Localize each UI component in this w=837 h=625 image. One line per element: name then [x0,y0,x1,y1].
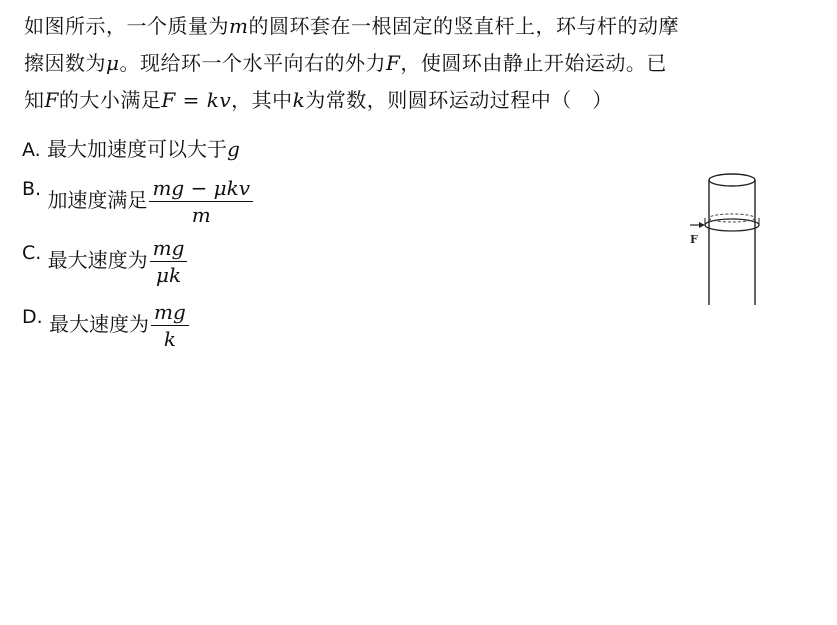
option-letter: B. [22,178,42,200]
constant-variable: k [292,88,306,112]
option-text: 加速度满足 [47,188,148,212]
option-letter: A. [22,139,41,161]
option-a[interactable] [22,133,240,162]
option-text: 最大速度为 [47,248,148,272]
force-formula: F = kv [161,88,232,112]
option-c[interactable] [22,236,187,287]
question-line-3 [24,82,824,119]
question-line-1 [24,8,824,45]
option-expression: g [227,137,240,161]
stem-text: 的大小满足 [58,88,162,112]
friction-coefficient-variable: μ [106,51,120,75]
option-text: 最大加速度可以大于 [47,137,228,161]
stem-text: 知 [24,88,45,112]
option-fraction [150,236,188,287]
stem-text: 的圆环套在一根固定的竖直杆上，环与杆的动摩 [248,14,679,38]
stem-text: 擦因数为 [24,51,106,75]
force-arrow-head [699,222,705,228]
option-d[interactable] [22,300,189,351]
question-line-2 [24,45,824,82]
force-label: F [690,233,698,246]
option-b[interactable] [22,176,253,227]
question-stem [24,8,824,119]
stem-text: 。现给环一个水平向右的外力 [119,51,386,75]
stem-text: 为常数，则圆环运动过程中（ ） [305,88,613,112]
force-variable: F [386,51,401,75]
ring [705,219,759,231]
option-fraction [149,176,253,227]
fraction-denominator: m [191,203,211,227]
fraction-numerator: mg − μkv [149,176,253,202]
option-text: 最大速度为 [49,312,150,336]
fraction-numerator: mg [151,300,189,326]
option-letter: C. [22,242,42,264]
mass-variable: m [229,14,249,38]
option-letter: D. [22,306,43,328]
force-variable: F [44,88,59,112]
fraction-denominator: μk [156,263,182,287]
stem-text: ，其中 [231,88,293,112]
fraction-numerator: mg [150,236,188,262]
fraction-denominator: k [163,327,176,351]
rod-ring-figure [684,168,784,313]
stem-text: 如图所示，一个质量为 [24,14,229,38]
rod-top [709,174,755,186]
stem-text: ，使圆环由静止开始运动。已 [400,51,667,75]
option-fraction [151,300,189,351]
